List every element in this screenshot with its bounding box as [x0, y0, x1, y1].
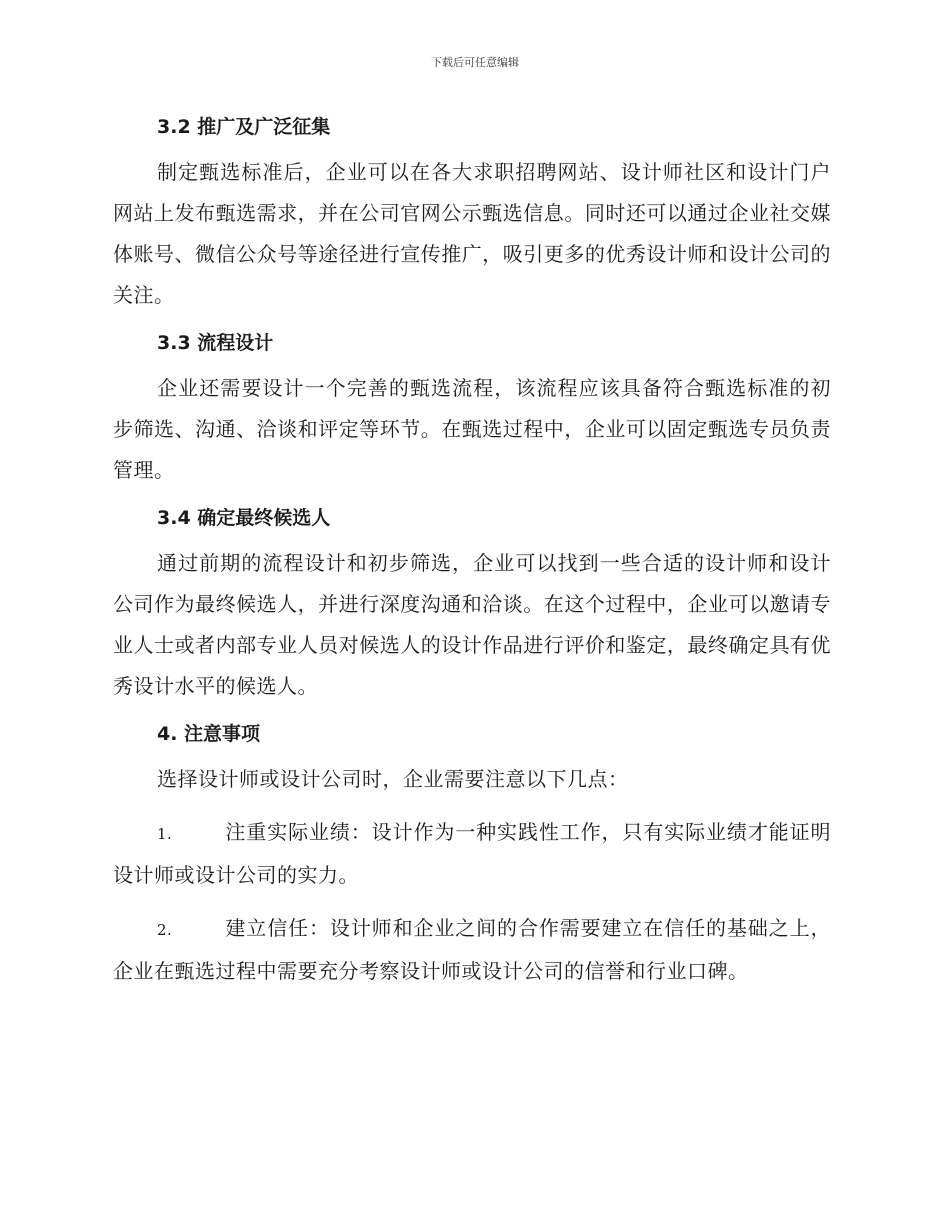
- page-header-note: 下载后可任意编辑: [431, 56, 519, 69]
- section-heading-3-2: 3.2 推广及广泛征集: [157, 116, 331, 138]
- section-paragraph-3-4: 通过前期的流程设计和初步筛选，企业可以找到一些合适的设计师和设计公司作为最终候选人，并进行深度沟通和洽谈。在这个过程中，企业可以邀请专业人士或者内部专业人员对候选人的设计作品进行评价和鉴定，最终确定具有优秀设计水平的候选人。: [113, 551, 831, 698]
- section-heading-3-4: 3.4 确定最终候选人: [157, 507, 331, 529]
- list-item-text: 建立信任：设计师和企业之间的合作需要建立在信任的基础之上，企业在甄选过程中需要充分考察设计师或设计公司的信誉和行业口碑。: [113, 916, 831, 983]
- list-item-number: 2.: [157, 921, 173, 939]
- section-intro-4: 选择设计师或设计公司时，企业需要注意以下几点：: [157, 767, 629, 791]
- section-heading-4: 4. 注意事项: [157, 723, 261, 745]
- list-item-text: 注重实际业绩：设计作为一种实践性工作，只有实际业绩才能证明设计师或设计公司的实力。: [113, 820, 831, 887]
- list-item: [113, 812, 831, 896]
- section-heading-3-3: 3.3 流程设计: [157, 332, 274, 354]
- document-body: [113, 112, 831, 992]
- section-paragraph-3-2: 制定甄选标准后，企业可以在各大求职招聘网站、设计师社区和设计门户网站上发布甄选需求，并在公司官网公示甄选信息。同时还可以通过企业社交媒体账号、微信公众号等途径进行宣传推广，吸引更多的优秀设计师和设计公司的关注。: [113, 160, 831, 307]
- section-paragraph-3-3: 企业还需要设计一个完善的甄选流程，该流程应该具备符合甄选标准的初步筛选、沟通、洽谈和评定等环节。在甄选过程中，企业可以固定甄选专员负责管理。: [113, 376, 831, 482]
- list-item-number: 1.: [157, 825, 173, 843]
- list-item: [113, 908, 831, 992]
